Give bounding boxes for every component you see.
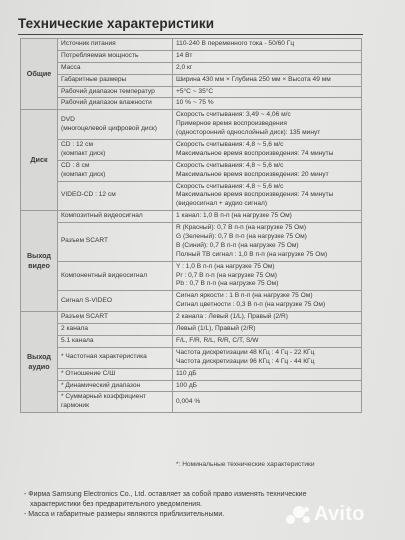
spec-row [21,392,362,413]
spec-row [21,98,362,110]
spec-row [21,261,362,291]
spec-value: 0,004 % [173,392,362,413]
note-line: характеристики без предварительного уведомления. [30,501,202,509]
spec-row [21,211,362,223]
spec-row [21,74,362,86]
spec-label: VIDEO-CD : 12 см [58,181,173,211]
spec-value: 110-240 В переменного тока - 50/60 Гц [173,39,362,51]
spec-row [21,312,362,324]
spec-label: DVD (многоцелевой цифровой диск) [58,110,173,140]
spec-row [21,86,362,98]
spec-row [21,181,362,211]
spec-value: +5°C ~ 35°C [173,86,362,98]
spec-value: Частота дискретизации 48 КГц : 4 Гц - 22 КГц Частота дискретизации 96 КГц : 4 Гц - 44 КГц [173,347,362,368]
spec-value: 14 Вт [173,50,362,62]
section-label: Диск [21,110,58,211]
page-title: Технические характеристики [18,16,215,31]
spec-label: 5.1 канала [58,335,173,347]
spec-label: Компонентный видеосигнал [58,261,173,291]
spec-label: Масса [58,62,173,74]
spec-row [21,50,362,62]
spec-label: Габаритные размеры [58,74,173,86]
spec-value: Скорость считывания: 4,8 ~ 5,6 м/с Максимальное время воспроизведения: 74 минуты (видеосигнал + аудио сигнал) [173,181,362,211]
spec-label: Сигнал S-VIDEO [58,291,173,312]
spec-value: 10 % ~ 75 % [173,98,362,110]
spec-value: F/L, F/R, R/L, R/R, C/T, S/W [173,335,362,347]
spec-value: 2,0 кг [173,62,362,74]
avito-logo-icon [286,504,312,526]
spec-value: 1 канал: 1,0 В п-п (на нагрузке 75 Ом) [173,211,362,223]
spec-label: Рабочий диапазон влажности [58,98,173,110]
spec-row [21,160,362,181]
spec-label: 2 канала [58,324,173,336]
spec-row [21,347,362,368]
note-line: - Масса и габаритные размеры являются приблизительными. [24,511,225,519]
footnote: *: Номинальные технические характеристики [176,461,315,468]
spec-value: 110 дБ [173,368,362,380]
section-label: Выход аудио [21,312,58,413]
spec-label: Потребляемая мощность [58,50,173,62]
spec-value: R (Красный): 0,7 В п-п (на нагрузке 75 Ом) G (Зеленый): 0,7 В п-п (на нагрузке 75 Ом) B (Синий): 0,7 В п-п (на нагрузке 75 Ом) Полный ТВ сигнал : 1,0 В п-п (на нагрузке 75 Ом) [173,223,362,262]
spec-value: 2 канала : Левый (1/L), Правый (2/R) [173,312,362,324]
spec-label: * Отношение С/Ш [58,368,173,380]
spec-row [21,110,362,140]
spec-row [21,291,362,312]
spec-row [21,62,362,74]
note-line: - Фирма Samsung Electronics Co., Ltd. оставляет за собой право изменять технические [24,491,307,498]
spec-label: * Частотная характеристика [58,347,173,368]
spec-value: Сигнал яркости : 1 В п-п (на нагрузке 75 Ом) Сигнал цветности : 0,3 В п-п (на нагрузке 75 Ом) [173,291,362,312]
spec-value: 100 дБ [173,380,362,392]
spec-label: CD : 12 см (компакт диск) [58,140,173,161]
section-label: Выход видео [21,211,58,312]
spec-label: Источник питания [58,39,173,51]
avito-wordmark: Avito [314,503,365,525]
spec-row [21,140,362,161]
spec-label: Рабочий диапазон температур [58,86,173,98]
spec-label: CD : 8 см (компакт диск) [58,160,173,181]
spec-row [21,368,362,380]
title-underline [18,34,363,35]
spec-value: Ширина 430 мм × Глубина 250 мм × Высота 49 мм [173,74,362,86]
spec-table [20,38,362,413]
spec-row [21,324,362,336]
spec-row [21,380,362,392]
spec-value: Скорость считывания: 4,8 ~ 5,6 м/с Максимальное время воспроизведения: 74 минуты [173,140,362,161]
spec-value: Скорость считывания: 3,49 ~ 4,06 м/с Примерное время воспроизведения (односторонний однослойный диск): 135 минут [173,110,362,140]
spec-value: Y : 1,0 В п-п (на нагрузке 75 Ом) Pr : 0,7 В п-п (на нагрузке 75 Ом) Pb : 0,7 В п-п (на нагрузке 75 Ом) [173,261,362,291]
spec-label: Разъем SCART [58,223,173,262]
spec-value: Левый (1/L), Правый (2/R) [173,324,362,336]
spec-table-body [21,39,362,413]
spec-row [21,335,362,347]
spec-label: Разъем SCART [58,312,173,324]
spec-value: Скорость считывания: 4,8 ~ 5,6 м/с Максимальное время воспроизведения: 20 минут [173,160,362,181]
spec-label: * Суммарный коэффициент гармоник [58,392,173,413]
spec-row [21,39,362,51]
spec-row [21,223,362,262]
spec-label: * Динамический диапазон [58,380,173,392]
avito-watermark [286,503,365,526]
section-label: Общие [21,39,58,110]
spec-label: Композитный видеосигнал [58,211,173,223]
